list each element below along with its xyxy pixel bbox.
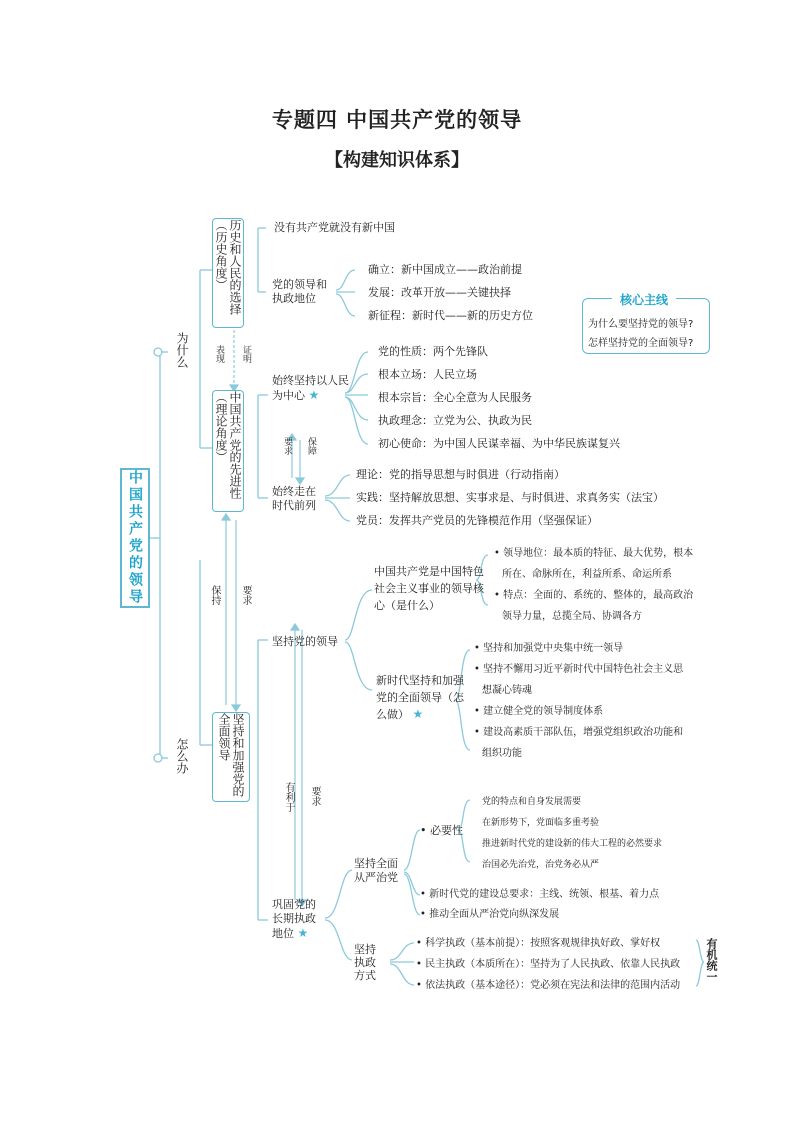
advanced-nature-box: 中国共产党的先进性（理论角度） <box>212 390 244 512</box>
ways-item: • 科学执政（基本前提）：按照客观规律执好政、掌好权 <box>416 938 661 949</box>
star-icon: ★ <box>297 926 309 940</box>
status-label: 党的领导和执政地位 <box>272 278 327 305</box>
leadership-label: 坚持党的领导 <box>272 635 338 648</box>
people-item: 根本宗旨：全心全意为人民服务 <box>378 391 532 404</box>
how-label: 怎么办 <box>175 738 189 774</box>
people-item: 初心使命：为中国人民谋幸福、为中华民族谋复兴 <box>378 437 620 450</box>
new-era-item: • 坚持和加强党中央集中统一领导 <box>474 643 624 654</box>
strict-governance-label: 坚持全面从严治党 <box>354 857 398 884</box>
people-item: 根本立场：人民立场 <box>378 368 477 381</box>
core-title: 核心主线 <box>612 291 676 308</box>
new-era-item: • 建设高素质干部队伍，增强党组织政治功能和 <box>474 727 684 738</box>
core-item: • 特点：全面的、系统的、整体的，最高政治 <box>494 590 694 601</box>
necessity-item: 治国必先治党，治党务必从严 <box>482 860 600 870</box>
arrow-label-prove: 证明 <box>241 345 251 363</box>
arrow-label-show: 表现 <box>214 345 224 363</box>
strict-item: • 新时代党的建设总要求：主线、统领、根基、着力点 <box>420 889 660 900</box>
star-icon: ★ <box>412 707 424 721</box>
necessity-item: 推进新时代党的建设新的伟大工程的必然要求 <box>482 839 663 849</box>
core-item: 领导力量，总揽全局、协调各方 <box>502 611 642 622</box>
times-item: 党员：发挥共产党员的先锋模范作用（坚强保证） <box>356 514 598 527</box>
label-require: 要求 <box>309 786 320 806</box>
history-choice-box: 历史和人民的选择（历史角度） <box>212 218 244 328</box>
comprehensive-leadership-box: 坚持和加强党的全面领导 <box>212 712 250 802</box>
new-era-item: 组织功能 <box>482 748 522 759</box>
page-title: 专题四 中国共产党的领导 <box>271 108 523 132</box>
mid-label-guarantee: 保障 <box>306 437 316 455</box>
strict-item: • 推动全面从严治党向纵深发展 <box>420 909 560 920</box>
consolidate-label: 巩固党的长期执政地位 ★ <box>272 898 316 940</box>
new-era-item: 想凝心铸魂 <box>482 685 532 696</box>
new-era-item: • 建立健全党的领导制度体系 <box>474 706 604 717</box>
core-item: 所在、命脉所在，利益所系、命运所系 <box>502 569 672 580</box>
new-era-label: 新时代坚持和加强党的全面领导（怎么做） ★ <box>376 674 464 721</box>
why-label: 为什么 <box>175 332 189 368</box>
necessity-item: 党的特点和自身发展需要 <box>482 797 582 807</box>
necessity-label: • 必要性 <box>420 824 463 837</box>
status-item: 发展：改革开放——关键抉择 <box>368 286 511 299</box>
times-item: 实践：坚持解放思想、实事求是、与时俱进、求真务实（法宝） <box>356 491 664 504</box>
core-question: 为什么要坚持党的领导? <box>588 319 694 330</box>
star-icon: ★ <box>308 388 320 402</box>
page-subtitle: 【构建知识体系】 <box>325 150 469 171</box>
organic-unity-label: 有机统一 <box>705 938 718 982</box>
people-centered-label: 始终坚持以人民为中心 ★ <box>272 374 349 402</box>
label-beneficial: 有利于 <box>283 782 294 812</box>
people-item: 执政理念：立党为公、执政为民 <box>378 414 532 427</box>
root-topic: 中国共产党的领导 <box>120 468 150 608</box>
core-item: • 领导地位：最本质的特征、最大优势，根本 <box>494 548 694 559</box>
necessity-item: 在新形势下，党面临多重考验 <box>482 818 600 828</box>
link-label-keep: 保持 <box>209 585 220 605</box>
no-party-text: 没有共产党就没有新中国 <box>274 221 395 234</box>
ways-item: • 民主执政（本质所在）：坚持为了人民执政、依靠人民执政 <box>416 959 681 970</box>
link-label-require: 要求 <box>240 585 251 605</box>
status-item: 新征程：新时代——新的历史方位 <box>368 309 533 322</box>
ways-item: • 依法执政（基本途径）：党必须在宪法和法律的范围内活动 <box>416 980 681 991</box>
times-label: 始终走在时代前列 <box>272 485 316 512</box>
leadership-core-label: 中国共产党是中国特色社会主义事业的领导核心（是什么） <box>374 565 484 612</box>
mid-label-require: 要求 <box>282 437 292 455</box>
people-item: 党的性质：两个先锋队 <box>378 345 488 358</box>
core-question: 怎样坚持党的全面领导? <box>588 338 694 349</box>
new-era-item: • 坚持不懈用习近平新时代中国特色社会主义思 <box>474 664 684 675</box>
status-item: 确立：新中国成立——政治前提 <box>368 263 522 276</box>
times-item: 理论：党的指导思想与时俱进（行动指南） <box>356 468 565 481</box>
governance-ways-label: 坚持执政方式 <box>354 943 376 982</box>
